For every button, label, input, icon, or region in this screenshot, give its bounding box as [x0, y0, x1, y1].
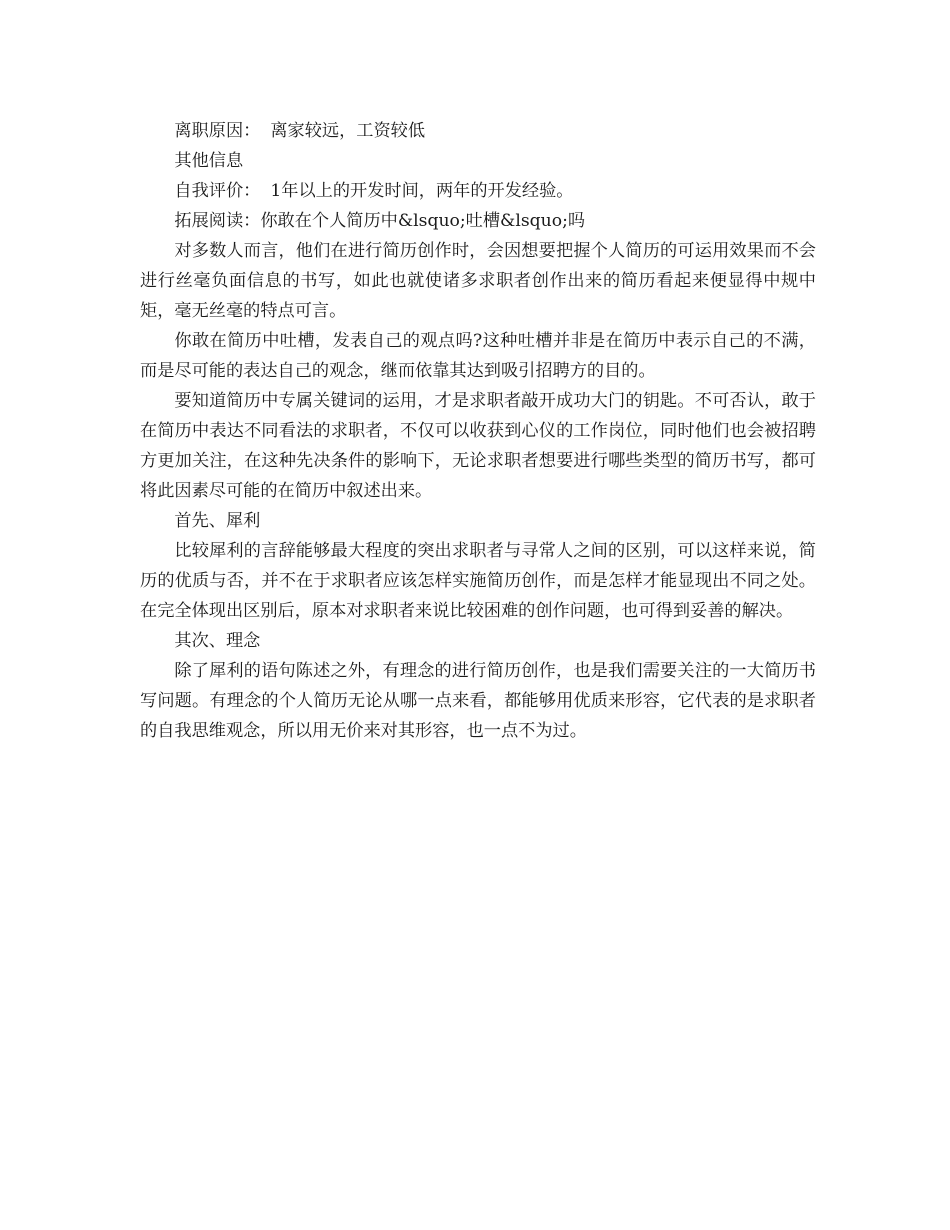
- section-heading-sharp: 首先、犀利: [174, 511, 261, 531]
- paragraph-5: 除了犀利的语句陈述之外，有理念的进行简历创作，也是我们需要关注的一大简历书写问题。有理念的个人简历无论从哪一点来看，都能够用优质来形容，它代表的是求职者的自我思维观念，所以用无价来对其形容，也一点不为过。: [140, 661, 816, 741]
- self-evaluation-value: 1年以上的开发时间，两年的开发经验。: [270, 181, 574, 201]
- paragraph-2: 你敢在简历中吐槽，发表自己的观点吗?这种吐槽并非是在简历中表示自己的不满，而是尽可能的表达自己的观念，继而依靠其达到吸引招聘方的目的。: [140, 331, 816, 381]
- resign-reason-label: 离职原因：: [174, 121, 261, 141]
- self-evaluation-line: [140, 176, 816, 206]
- section-heading-concept: 其次、理念: [174, 631, 261, 651]
- document-body: [140, 116, 816, 746]
- self-evaluation-label: 自我评价：: [174, 181, 261, 201]
- other-info-heading: [140, 146, 816, 176]
- extended-reading-line: [140, 206, 816, 236]
- paragraph-4: 比较犀利的言辞能够最大程度的突出求职者与寻常人之间的区别，可以这样来说，简历的优质与否，并不在于求职者应该怎样实施简历创作，而是怎样才能显现出不同之处。在完全体现出区别后，原本对求职者来说比较困难的创作问题，也可得到妥善的解决。: [140, 541, 816, 621]
- resign-reason-line: [140, 116, 816, 146]
- paragraph-1: 对多数人而言，他们在进行简历创作时，会因想要把握个人简历的可运用效果而不会进行丝毫负面信息的书写，如此也就使诸多求职者创作出来的简历看起来便显得中规中矩，毫无丝毫的特点可言。: [140, 241, 816, 321]
- other-info-label: 其他信息: [174, 151, 244, 171]
- paragraph-3: 要知道简历中专属关键词的运用，才是求职者敲开成功大门的钥匙。不可否认，敢于在简历中表达不同看法的求职者，不仅可以收获到心仪的工作岗位，同时他们也会被招聘方更加关注，在这种先决条件的影响下，无论求职者想要进行哪些类型的简历书写，都可将此因素尽可能的在简历中叙述出来。: [140, 391, 816, 501]
- extended-reading-label: 拓展阅读：你敢在个人简历中&lsquo;吐槽&lsquo;吗: [174, 211, 586, 231]
- resign-reason-value: 离家较远，工资较低: [270, 121, 426, 141]
